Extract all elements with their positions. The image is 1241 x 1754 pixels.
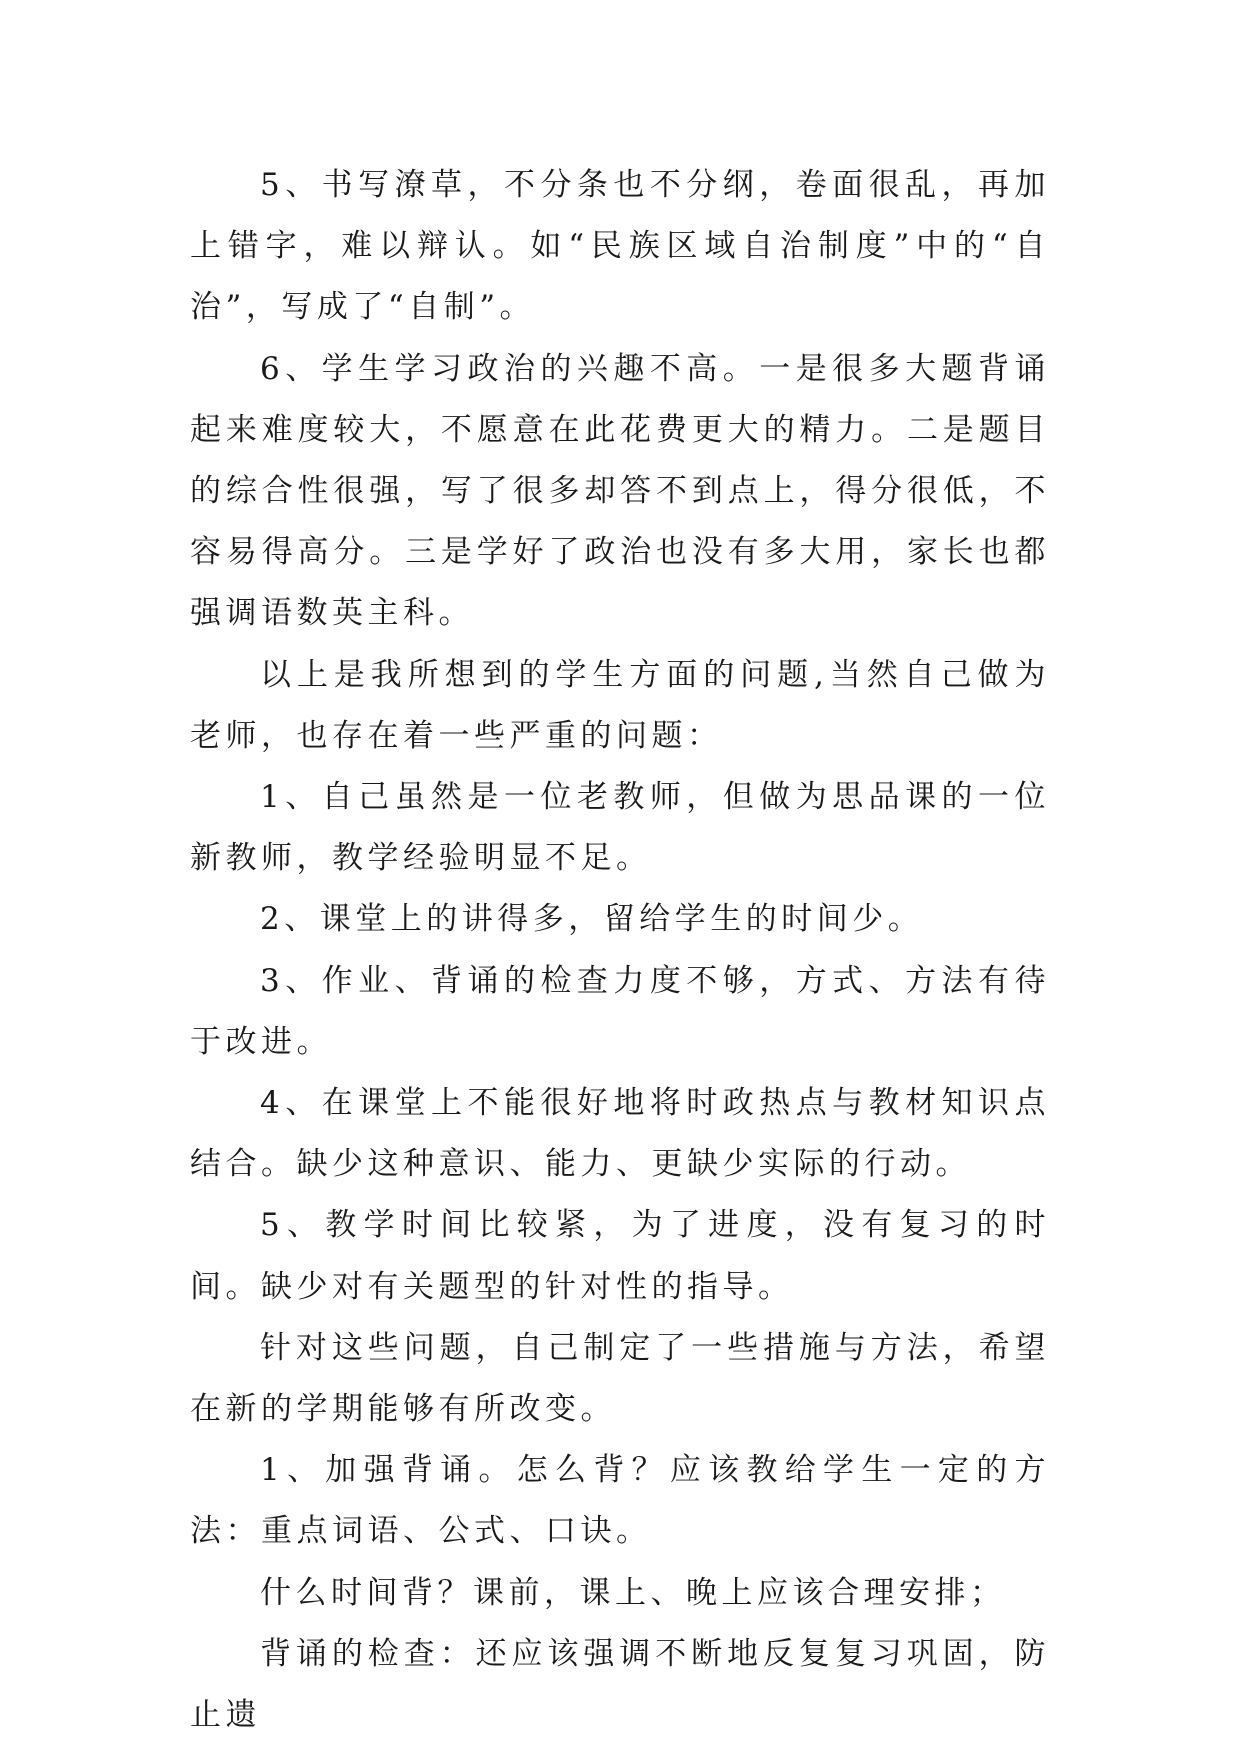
paragraph: 针对这些问题，自己制定了一些措施与方法，希望在新的学期能够有所改变。 bbox=[190, 1329, 1050, 1428]
paragraph: 3、作业、背诵的检查力度不够，方式、方法有待于改进。 bbox=[190, 962, 1050, 1060]
paragraph: 背诵的检查：还应该强调不断地反复复习巩固，防止遗 bbox=[190, 1635, 1050, 1734]
paragraph: 1、自己虽然是一位老教师，但做为思品课的一位新教师，教学经验明显不足。 bbox=[190, 779, 1050, 877]
paragraph: 2、课堂上的讲得多，留给学生的时间少。 bbox=[260, 901, 924, 938]
paragraph: 1、加强背诵。怎么背？应该教给学生一定的方法：重点词语、公式、口诀。 bbox=[190, 1452, 1050, 1550]
document-body bbox=[190, 155, 1050, 1746]
paragraph: 以上是我所想到的学生方面的问题,当然自己做为老师，也存在着一些严重的问题： bbox=[190, 656, 1050, 754]
paragraph: 5、书写潦草，不分条也不分纲，卷面很乱，再加上错字，难以辩认。如“民族区域自治制度”中的“自治”，写成了“自制”。 bbox=[190, 167, 1050, 326]
paragraph: 4、在课堂上不能很好地将时政热点与教材知识点结合。缺少这种意识、能力、更缺少实际的行动。 bbox=[190, 1085, 1050, 1183]
paragraph: 什么时间背？课前，课上、晚上应该合理安排； bbox=[260, 1574, 1006, 1611]
paragraph: 6、学生学习政治的兴趣不高。一是很多大题背诵起来难度较大，不愿意在此花费更大的精力。二是题目的综合性很强，写了很多却答不到点上，得分很低，不容易得高分。三是学好了政治也没有多大用，家长也都强调语数英主科。 bbox=[190, 350, 1050, 632]
paragraph: 5、教学时间比较紧，为了进度，没有复习的时间。缺少对有关题型的针对性的指导。 bbox=[190, 1207, 1050, 1305]
